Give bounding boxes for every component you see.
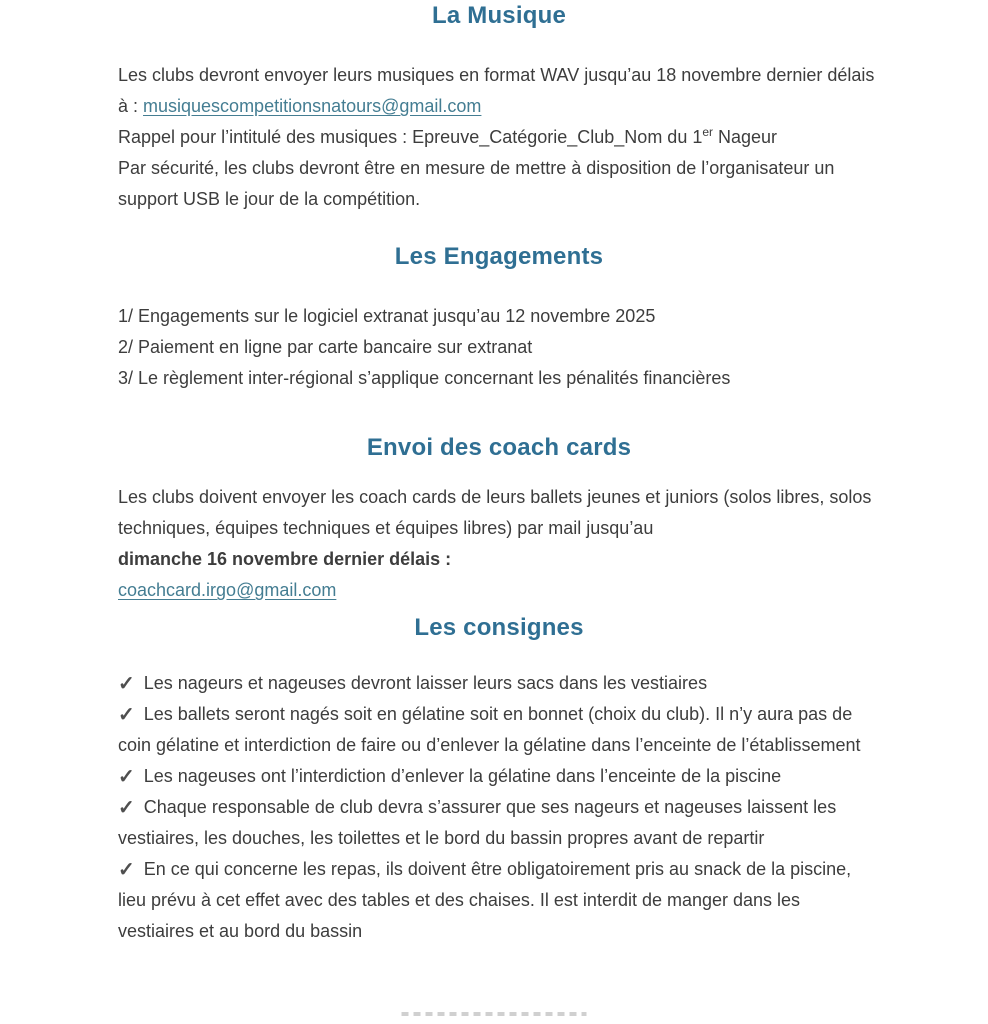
consigne-item-3 [118,761,880,792]
engagement-item-1: 1/ Engagements sur le logiciel extranat jusqu’au 12 novembre 2025 [118,306,656,326]
consigne-item-5-text: En ce qui concerne les repas, ils doivent être obligatoirement pris au snack de la piscine, lieu prévu à cet effet avec des tables et des chaises. Il est interdit de manger dans les vestiaires et au bord du bassin [118,859,852,941]
musique-naming-line [118,122,880,153]
consigne-item-4 [118,792,880,854]
musique-intro-text: Les clubs devront envoyer leurs musiques en format WAV jusqu’au 18 novembre dernier délais à : [118,65,875,116]
engagement-item-2: 2/ Paiement en ligne par carte bancaire sur extranat [118,337,533,357]
engagement-item-3: 3/ Le règlement inter-régional s’applique concernant les pénalités financières [118,368,731,388]
musique-naming-suffix: Nageur [713,127,778,147]
section-title-musique: La Musique [431,2,566,29]
musique-usb-note: Par sécurité, les clubs devront être en mesure de mettre à disposition de l’organisateur un support USB le jour de la compétition. [118,158,835,209]
coach-cards-deadline: dimanche 16 novembre dernier délais : [118,549,452,569]
musique-email-link[interactable]: musiquescompetitionsnatours@gmail.com [143,96,482,116]
consigne-item-1 [118,668,880,699]
clipped-text-top-fragment [402,1012,587,1016]
section-title-coach-cards: Envoi des coach cards [366,434,632,461]
coach-cards-email-link[interactable]: coachcard.irgo@gmail.com [118,580,337,600]
section-title-consignes: Les consignes [414,614,584,641]
musique-naming-prefix: Rappel pour l’intitulé des musiques : Epreuve_Catégorie_Club_Nom du 1 [118,127,703,147]
check-icon: ✓ [118,859,135,881]
consigne-item-3-text: Les nageuses ont l’interdiction d’enlever la gélatine dans l’enceinte de la piscine [143,766,782,786]
check-icon: ✓ [118,673,135,695]
check-icon: ✓ [118,766,135,788]
coach-cards-email-line [118,575,880,606]
consigne-item-2-text: Les ballets seront nagés soit en gélatine soit en bonnet (choix du club). Il n’y aura pas de coin gélatine et interdiction de faire ou d’enlever la gélatine dans l’enceinte de l’établissement [118,704,861,755]
document-content [118,0,880,947]
coach-cards-paragraph: Les clubs doivent envoyer les coach cards de leurs ballets jeunes et juniors (solos libres, solos techniques, équipes techniques et équipes libres) par mail jusqu’au [118,487,872,538]
musique-intro-line [118,60,880,122]
consigne-item-4-text: Chaque responsable de club devra s’assurer que ses nageurs et nageuses laissent les vestiaires, les douches, les toilettes et le bord du bassin propres avant de repartir [118,797,837,848]
section-title-engagements: Les Engagements [394,243,604,270]
consigne-item-2 [118,699,880,761]
check-icon: ✓ [118,797,135,819]
check-icon: ✓ [118,704,135,726]
consigne-item-5 [118,854,880,947]
consigne-item-1-text: Les nageurs et nageuses devront laisser leurs sacs dans les vestiaires [143,673,708,693]
musique-naming-ordinal: er [702,125,714,139]
